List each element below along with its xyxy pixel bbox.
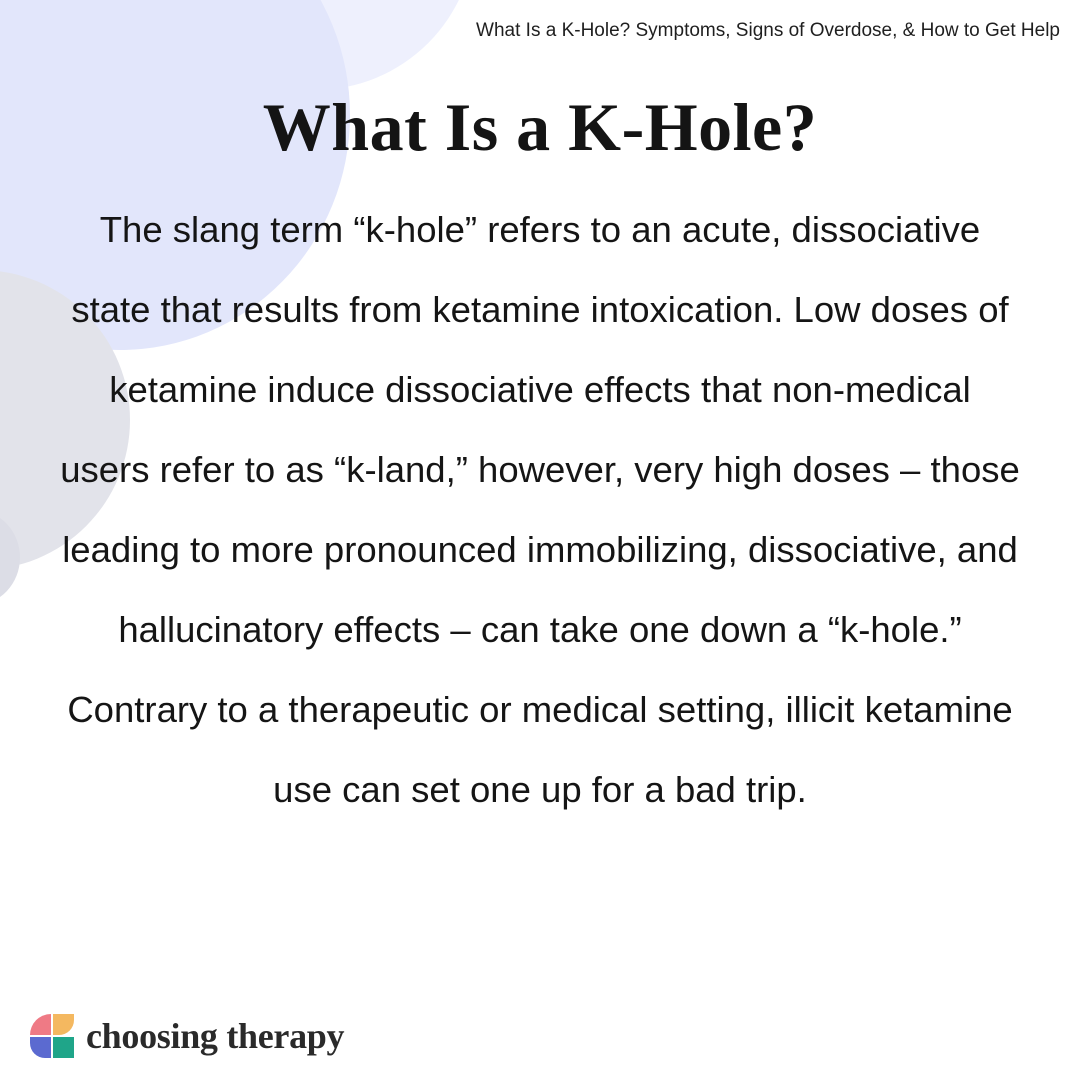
- brand-name: choosing therapy: [86, 1016, 345, 1056]
- choosing-therapy-logo-icon: [28, 1012, 76, 1060]
- page-title: What Is a K-Hole?: [262, 89, 818, 165]
- brand-logo: [28, 1012, 344, 1060]
- article-header-title: What Is a K-Hole? Symptoms, Signs of Overdose, & How to Get Help: [476, 20, 1060, 41]
- body-paragraph: The slang term “k-hole” refers to an acute, dissociative state that results from ketamine intoxication. Low doses of ketamine induce dissociative effects that non-medical users refer to as “k-land,” however, very high doses – those leading to more pronounced immobilizing, dissociative, and hallucinatory effects – can take one down a “k-hole.” Contrary to a therapeutic or medical setting, illicit ketamine use can set one up for a bad trip.: [60, 209, 1020, 810]
